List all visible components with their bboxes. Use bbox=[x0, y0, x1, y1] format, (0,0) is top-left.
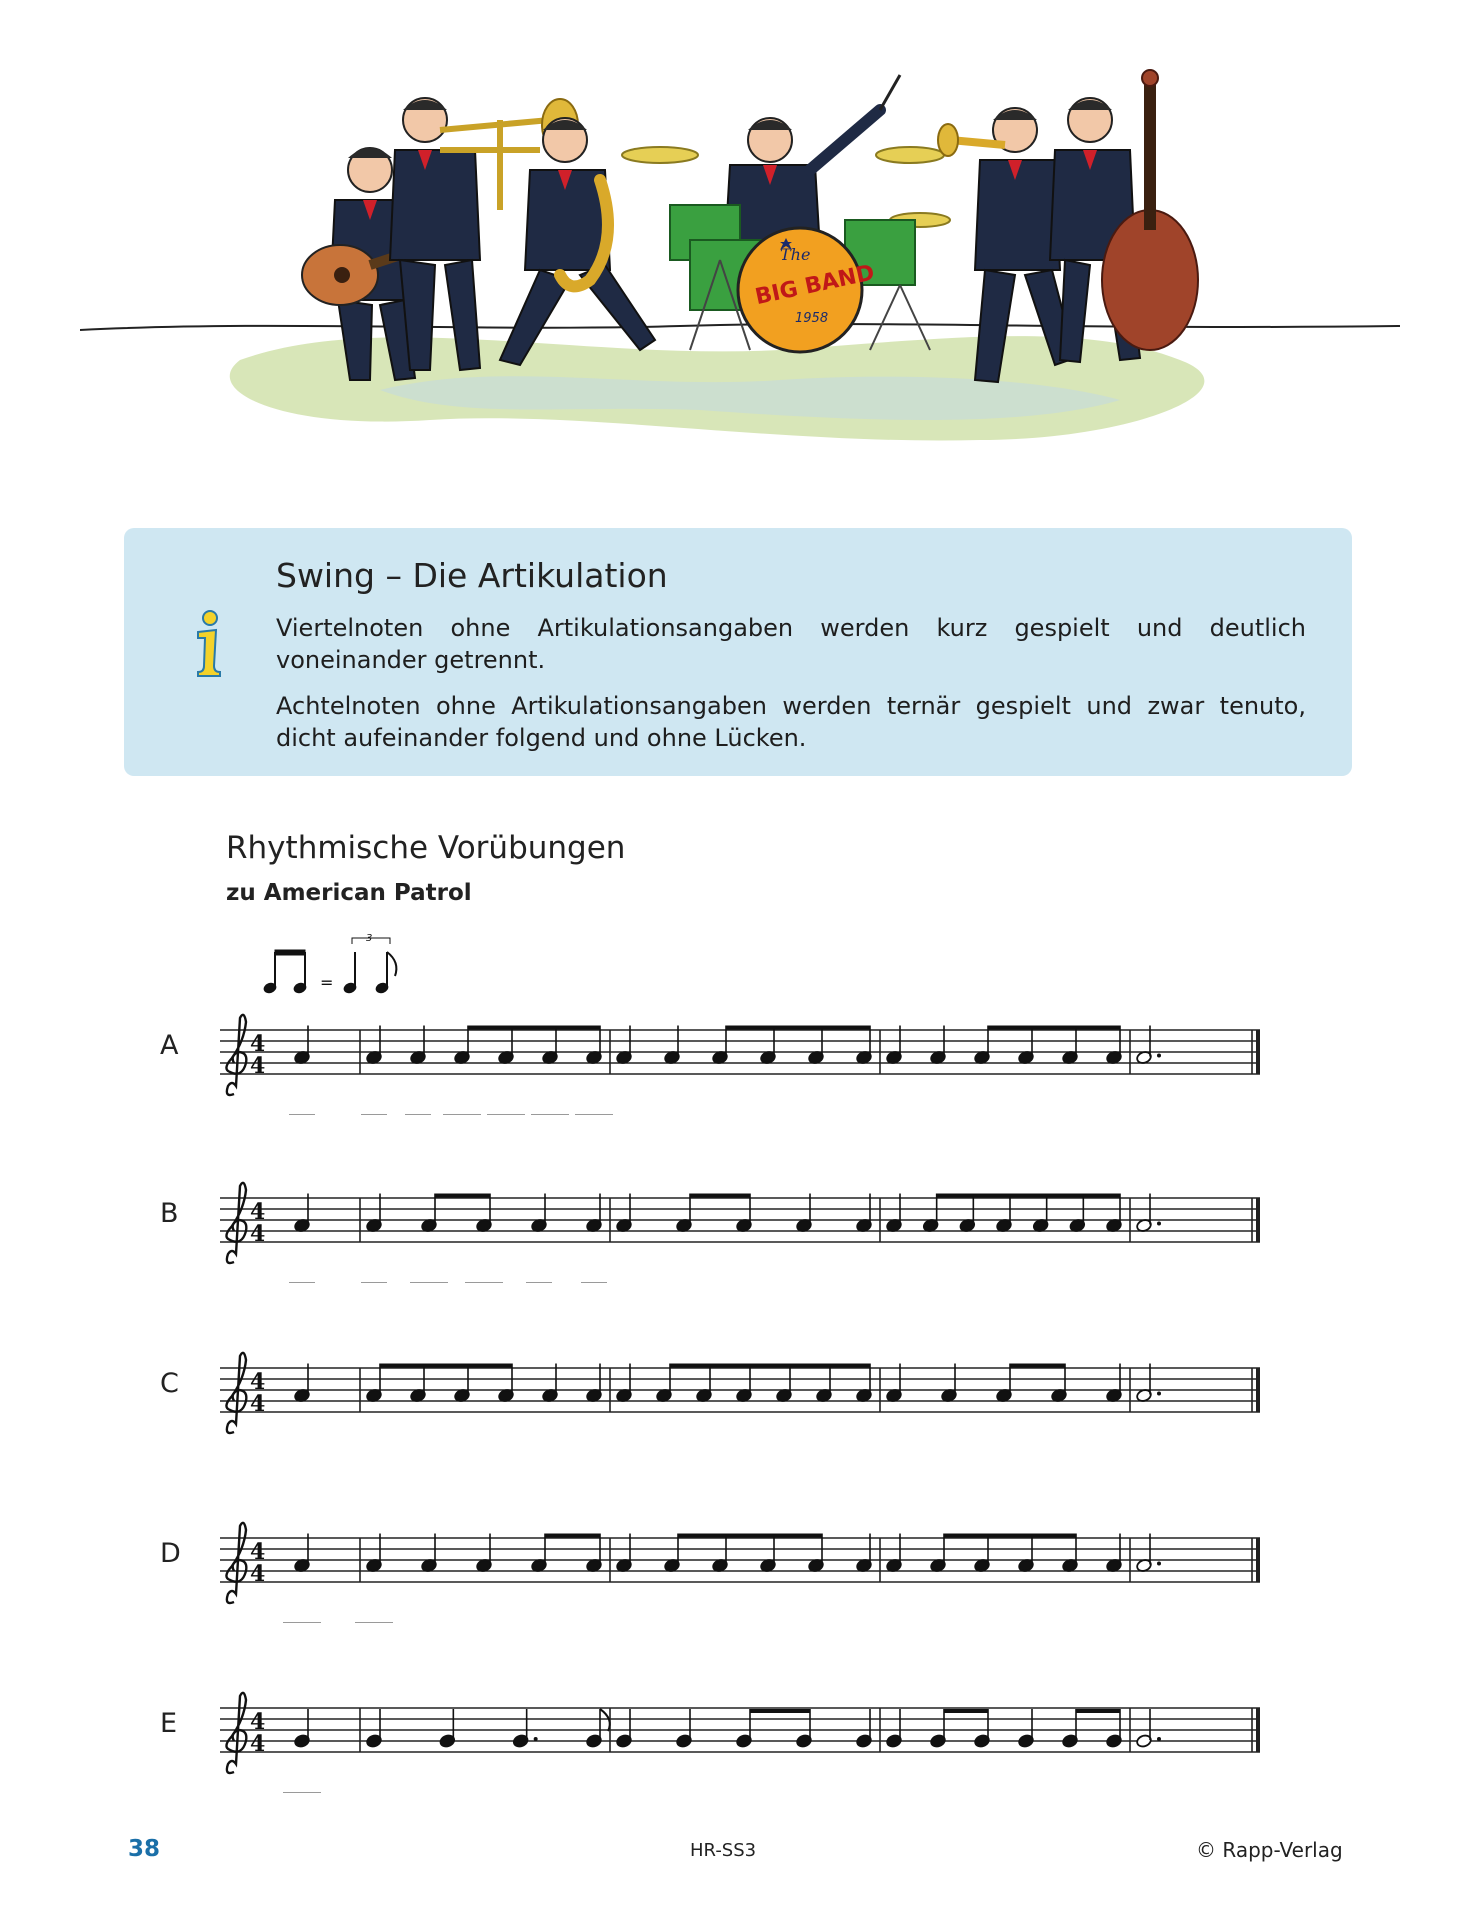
exercise-label-b: B bbox=[160, 1198, 179, 1229]
publication-code: HR-SS3 bbox=[690, 1840, 757, 1861]
exercise-label-c: C bbox=[160, 1368, 179, 1399]
time-signature-bottom: 4 bbox=[250, 1561, 266, 1587]
eighth-beam bbox=[937, 1194, 1120, 1198]
info-paragraph-eighth-notes: Achtelnoten ohne Artikulationsangaben werden ternär gespielt und zwar tenuto, dicht aufeinander folgend und ohne Lücken. bbox=[276, 692, 1306, 752]
exercise-label-d: D bbox=[160, 1538, 181, 1569]
treble-clef bbox=[226, 1693, 246, 1773]
augmentation-dot bbox=[1157, 1222, 1161, 1226]
bassist-figure bbox=[1050, 70, 1198, 362]
triplet-mark: 3 bbox=[366, 933, 373, 944]
eighth-beam bbox=[670, 1364, 870, 1368]
tempo-equals: = bbox=[320, 973, 334, 992]
treble-clef bbox=[226, 1353, 246, 1433]
eighth-beam bbox=[545, 1534, 600, 1538]
articulation-dash bbox=[487, 1114, 525, 1115]
treble-clef bbox=[226, 1183, 246, 1263]
big-band-illustration bbox=[80, 60, 1400, 490]
eighth-flag bbox=[600, 1709, 610, 1731]
treble-clef bbox=[226, 1523, 246, 1603]
page-number: 38 bbox=[128, 1836, 161, 1862]
time-signature-top: 4 bbox=[250, 1369, 266, 1395]
articulation-dash bbox=[283, 1792, 321, 1793]
articulation-dash bbox=[361, 1114, 387, 1115]
staff-d bbox=[220, 1513, 1280, 1623]
eighth-beam bbox=[750, 1709, 810, 1713]
copyright-notice: © Rapp-Verlag bbox=[1196, 1838, 1343, 1862]
section-title: Rhythmische Vorübungen bbox=[226, 830, 626, 866]
eighth-beam bbox=[726, 1026, 870, 1030]
articulation-dash bbox=[465, 1282, 503, 1283]
time-signature-top: 4 bbox=[250, 1031, 266, 1057]
articulation-dash bbox=[526, 1282, 552, 1283]
eighth-beam bbox=[988, 1026, 1120, 1030]
eighth-beam bbox=[435, 1194, 490, 1198]
articulation-dash bbox=[405, 1114, 431, 1115]
eighth-beam bbox=[380, 1364, 512, 1368]
band-logo-line3: 1958 bbox=[795, 311, 829, 326]
articulation-dash bbox=[410, 1282, 448, 1283]
articulation-dash bbox=[443, 1114, 481, 1115]
articulation-dash bbox=[531, 1114, 569, 1115]
articulation-dash bbox=[361, 1282, 387, 1283]
augmentation-dot bbox=[534, 1737, 538, 1741]
eighth-beam bbox=[1076, 1709, 1120, 1713]
ground-line bbox=[80, 324, 1400, 330]
time-signature-bottom: 4 bbox=[250, 1221, 266, 1247]
band-logo-line1: The bbox=[780, 245, 811, 264]
time-signature-top: 4 bbox=[250, 1709, 266, 1735]
time-signature-bottom: 4 bbox=[250, 1731, 266, 1757]
band-logo-line2: BIG BAND bbox=[753, 260, 877, 311]
swing-notation-marking bbox=[260, 930, 420, 1000]
articulation-dash bbox=[355, 1622, 393, 1623]
eighth-beam bbox=[690, 1194, 750, 1198]
time-signature-bottom: 4 bbox=[250, 1391, 266, 1417]
section-subtitle: zu American Patrol bbox=[226, 880, 472, 906]
staff-b bbox=[220, 1173, 1280, 1283]
info-paragraph-quarter-notes: Viertelnoten ohne Artikulationsangaben werden kurz gespielt und deutlich voneinander getrennt. bbox=[276, 614, 1306, 674]
articulation-dash bbox=[581, 1282, 607, 1283]
augmentation-dot bbox=[1157, 1737, 1161, 1741]
info-title: Swing – Die Artikulation bbox=[276, 556, 668, 595]
drum-kit bbox=[622, 75, 950, 352]
staff-c bbox=[220, 1343, 1280, 1453]
eighth-beam bbox=[1010, 1364, 1065, 1368]
exercise-label-e: E bbox=[160, 1708, 178, 1739]
eighth-beam bbox=[678, 1534, 822, 1538]
eighth-beam bbox=[944, 1534, 1076, 1538]
exercise-label-a: A bbox=[160, 1030, 179, 1061]
staff-e bbox=[220, 1683, 1280, 1793]
augmentation-dot bbox=[1157, 1392, 1161, 1396]
time-signature-top: 4 bbox=[250, 1199, 266, 1225]
augmentation-dot bbox=[1157, 1562, 1161, 1566]
articulation-dash bbox=[283, 1622, 321, 1623]
treble-clef bbox=[226, 1015, 246, 1095]
articulation-dash bbox=[575, 1114, 613, 1115]
articulation-dash bbox=[289, 1282, 315, 1283]
time-signature-bottom: 4 bbox=[250, 1053, 266, 1079]
eighth-beam bbox=[944, 1709, 988, 1713]
time-signature-top: 4 bbox=[250, 1539, 266, 1565]
info-icon bbox=[190, 610, 226, 680]
augmentation-dot bbox=[1157, 1054, 1161, 1058]
eighth-beam bbox=[468, 1026, 600, 1030]
staff-a bbox=[220, 1005, 1280, 1115]
articulation-dash bbox=[289, 1114, 315, 1115]
